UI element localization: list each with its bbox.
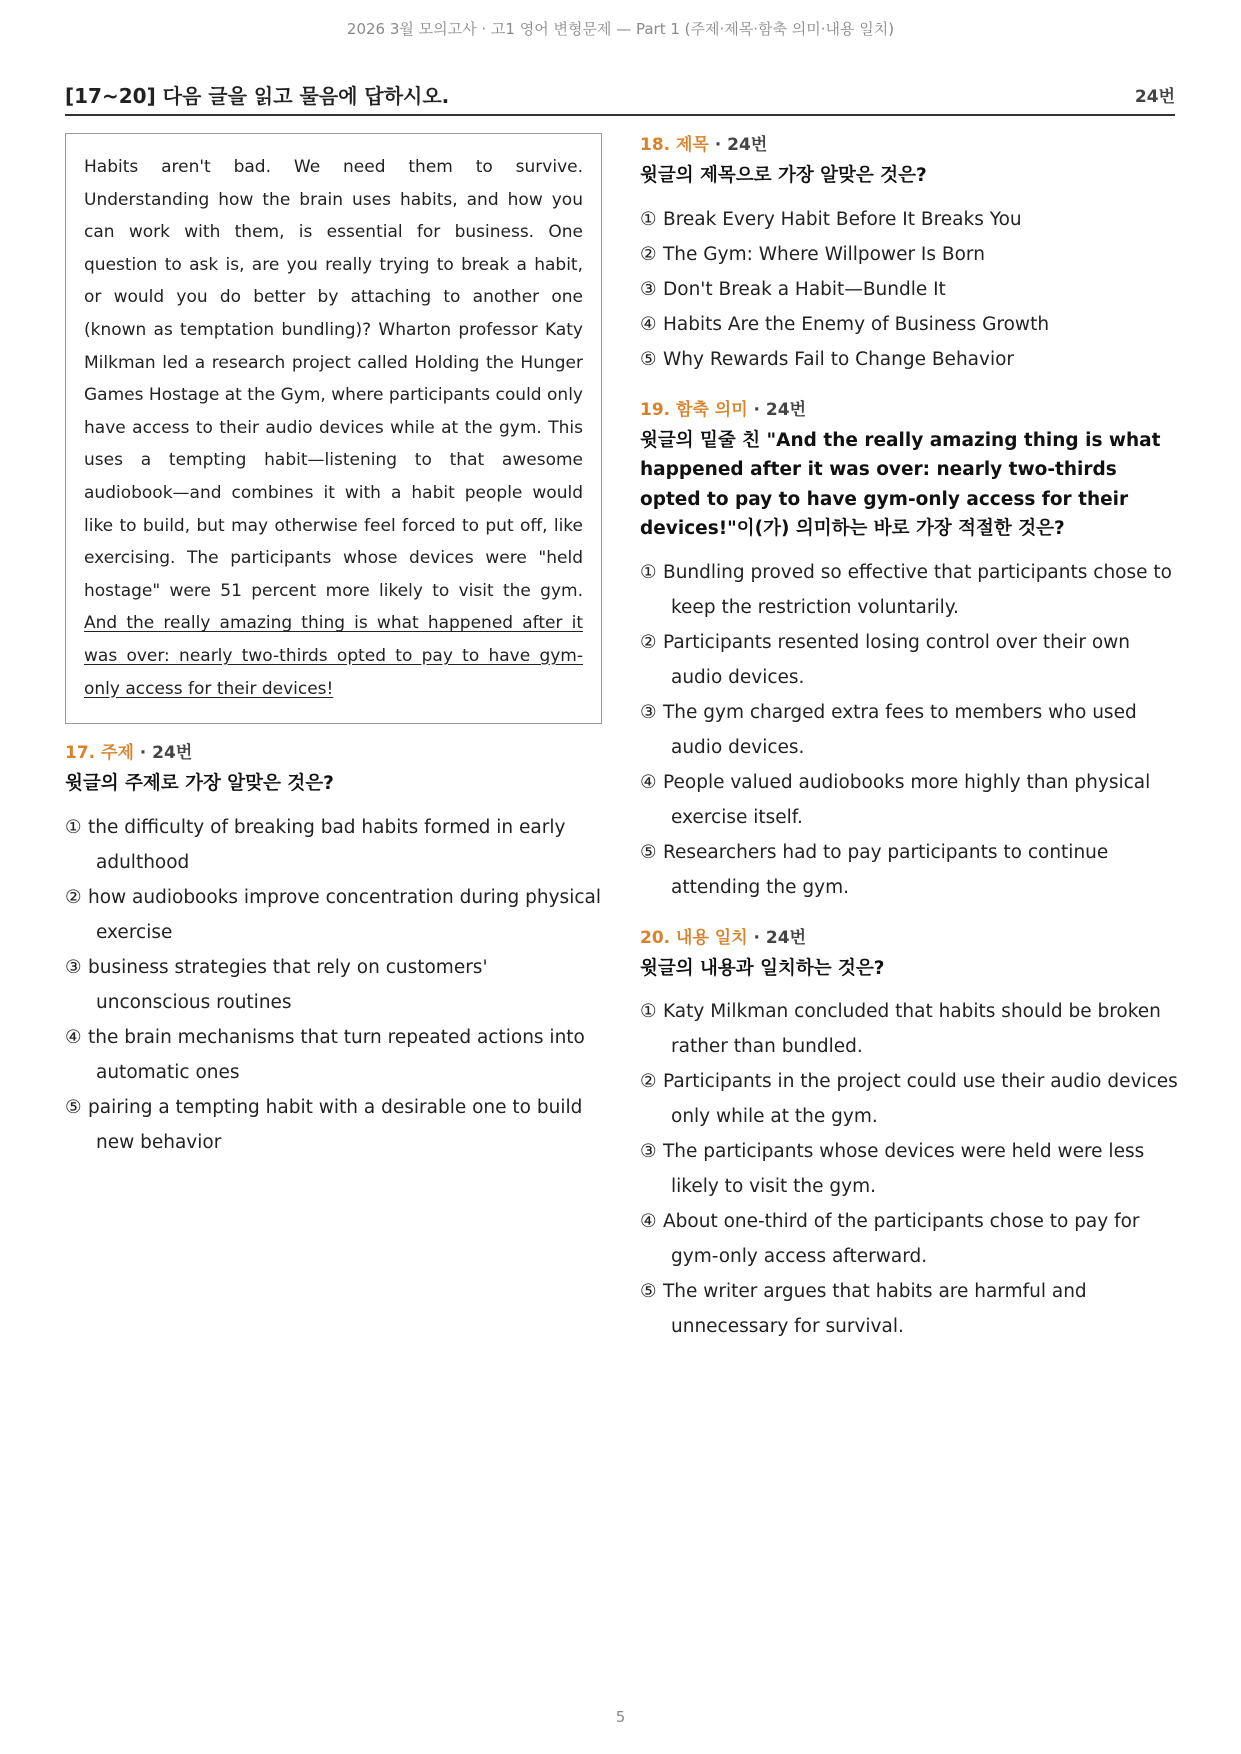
- option-mark: ④: [640, 313, 657, 335]
- option-mark: ①: [65, 816, 82, 838]
- option-17-5[interactable]: [65, 1090, 602, 1160]
- option-20-1[interactable]: [640, 994, 1180, 1064]
- question-18-number: 18. 제목: [640, 135, 709, 155]
- option-mark: ②: [640, 1071, 657, 1092]
- question-19-source: · 24번: [747, 399, 807, 420]
- option-20-4[interactable]: [640, 1204, 1180, 1274]
- question-19-number: 19. 함축 의미: [640, 399, 748, 420]
- question-20-source: · 24번: [747, 927, 807, 948]
- option-mark: ④: [640, 1211, 657, 1232]
- option-mark: ①: [640, 208, 657, 230]
- passage-box: [65, 133, 602, 724]
- option-text: The participants whose devices were held were less likely to visit the gym.: [663, 1141, 1145, 1197]
- option-mark: ③: [640, 278, 657, 300]
- running-header: 2026 3월 모의고사 · 고1 영어 변형문제 — Part 1 (주제·제목·함축 의미·내용 일치): [346, 20, 895, 38]
- option-mark: ⑤: [640, 841, 657, 863]
- option-text: People valued audiobooks more highly than physical exercise itself.: [663, 771, 1151, 828]
- option-mark: ①: [640, 1001, 657, 1022]
- option-20-2[interactable]: [640, 1064, 1180, 1134]
- option-text: pairing a tempting habit with a desirable one to build new behavior: [88, 1096, 583, 1153]
- question-19: [640, 398, 1180, 905]
- option-text: Katy Milkman concluded that habits should be broken rather than bundled.: [663, 1001, 1161, 1057]
- question-20: [640, 926, 1180, 1345]
- option-18-2[interactable]: [640, 237, 1180, 272]
- option-19-4[interactable]: [640, 765, 1180, 835]
- option-17-4[interactable]: [65, 1020, 602, 1090]
- option-text: The gym charged extra fees to members who used audio devices.: [663, 701, 1137, 758]
- question-20-options: [640, 994, 1180, 1344]
- option-text: Researchers had to pay participants to continue attending the gym.: [663, 841, 1109, 898]
- option-mark: ④: [65, 1026, 82, 1048]
- option-text: Participants in the project could use their audio devices only while at the gym.: [663, 1071, 1178, 1127]
- question-17-heading: [65, 741, 602, 765]
- question-17-prompt: 윗글의 주제로 가장 알맞은 것은?: [65, 773, 334, 795]
- option-text: Participants resented losing control over their own audio devices.: [663, 631, 1131, 688]
- option-mark: ⑤: [65, 1096, 82, 1118]
- option-19-1[interactable]: [640, 555, 1180, 625]
- option-18-3[interactable]: [640, 272, 1180, 307]
- question-19-prompt: 윗글의 밑줄 친 "And the really amazing thing is what happened after it was over: nearly two-thirds opted to pay to have gym-only access for their devices!"이(가) 의미하는 바로 가장 적절한 것은?: [640, 429, 1161, 539]
- option-mark: ③: [65, 956, 82, 978]
- question-20-number: 20. 내용 일치: [640, 927, 748, 948]
- left-column: [65, 133, 602, 1160]
- option-text: About one-third of the participants chose to pay for gym-only access afterward.: [663, 1211, 1140, 1267]
- option-19-5[interactable]: [640, 835, 1180, 905]
- option-18-4[interactable]: [640, 307, 1180, 342]
- underlined-sentence: And the really amazing thing is what happened after it was over: nearly two-thirds opted to pay to have gym-only access for their devices!: [84, 613, 583, 699]
- question-17-options: [65, 810, 602, 1160]
- source-number: 24번: [1134, 87, 1175, 107]
- option-17-3[interactable]: [65, 950, 602, 1020]
- right-column: [640, 133, 1180, 1344]
- option-18-5[interactable]: [640, 342, 1180, 377]
- option-18-1[interactable]: [640, 202, 1180, 237]
- question-19-heading: [640, 398, 1180, 422]
- page-number: 5: [615, 1708, 626, 1726]
- option-text: Why Rewards Fail to Change Behavior: [663, 348, 1015, 370]
- question-18: [640, 133, 1180, 377]
- option-mark: ④: [640, 771, 657, 793]
- question-17-number: 17. 주제: [65, 743, 134, 764]
- option-17-2[interactable]: [65, 880, 602, 950]
- instruction-heading: [17~20] 다음 글을 읽고 물음에 답하시오.: [65, 84, 450, 108]
- option-text: Bundling proved so effective that participants chose to keep the restriction voluntarily.: [663, 561, 1172, 618]
- option-text: business strategies that rely on customers' unconscious routines: [88, 956, 488, 1013]
- option-text: Break Every Habit Before It Breaks You: [663, 208, 1022, 230]
- option-17-1[interactable]: [65, 810, 602, 880]
- question-19-options: [640, 555, 1180, 905]
- option-text: Habits Are the Enemy of Business Growth: [663, 313, 1050, 335]
- question-17: [65, 741, 602, 1160]
- option-mark: ⑤: [640, 348, 657, 370]
- option-mark: ②: [640, 243, 657, 265]
- question-20-heading: [640, 926, 1180, 950]
- option-text: the brain mechanisms that turn repeated actions into automatic ones: [88, 1026, 585, 1083]
- option-19-3[interactable]: [640, 695, 1180, 765]
- option-text: The writer argues that habits are harmful and unnecessary for survival.: [663, 1281, 1087, 1337]
- question-20-prompt: 윗글의 내용과 일치하는 것은?: [640, 957, 885, 979]
- option-mark: ①: [640, 561, 657, 583]
- option-text: the difficulty of breaking bad habits formed in early adulthood: [88, 816, 566, 873]
- instruction-bar: [65, 74, 1175, 116]
- option-19-2[interactable]: [640, 625, 1180, 695]
- question-18-source: · 24번: [708, 135, 768, 155]
- question-18-heading: [640, 133, 1180, 157]
- question-17-source: · 24번: [133, 743, 193, 764]
- question-18-options: [640, 202, 1180, 377]
- option-mark: ③: [640, 1141, 657, 1162]
- option-text: The Gym: Where Willpower Is Born: [663, 243, 985, 265]
- option-text: Don't Break a Habit—Bundle It: [663, 278, 946, 300]
- option-20-5[interactable]: [640, 1274, 1180, 1344]
- option-mark: ③: [640, 701, 657, 723]
- question-18-prompt: 윗글의 제목으로 가장 알맞은 것은?: [640, 165, 927, 186]
- option-mark: ②: [65, 886, 82, 908]
- option-mark: ②: [640, 631, 657, 653]
- passage-text: Habits aren't bad. We need them to survive. Understanding how the brain uses habits, and how you can work with them, is essential for business. One question to ask is, are you really trying to break a habit, or would you do better by attaching to another one (known as temptation bundling)? Wharton professor Katy Milkman led a research project called Holding the Hunger Games Hostage at the Gym, where participants could only have access to their audio devices while at the gym. This uses a tempting habit—listening to that awesome audiobook—and combines it with a habit people would like to build, but may otherwise feel forced to put off, like exercising. The participants whose devices were "held hostage" were 51 percent more likely to visit the gym.: [84, 157, 583, 601]
- option-text: how audiobooks improve concentration during physical exercise: [88, 886, 601, 943]
- option-mark: ⑤: [640, 1281, 657, 1302]
- option-20-3[interactable]: [640, 1134, 1180, 1204]
